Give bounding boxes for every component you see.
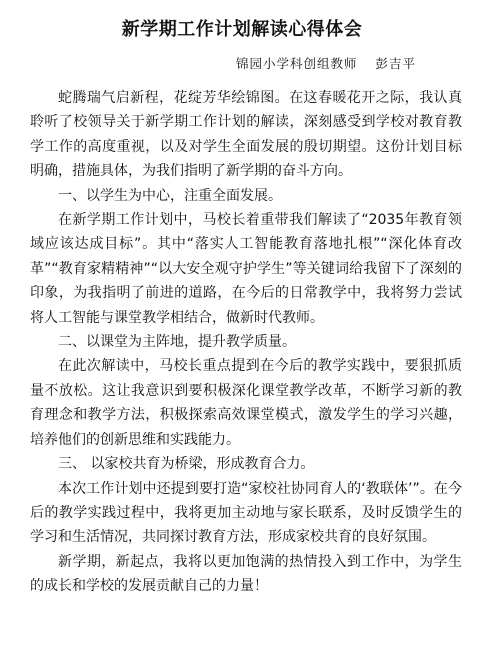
- author-unit: 锦园小学科创组教师: [236, 56, 358, 71]
- section-heading-1: 一、以学生为中心，注重全面发展。: [58, 187, 282, 204]
- closing-paragraph: 新学期，新起点，我将以更加饱满的热情投入到工作中，为学生的成长和学校的发展贡献自己的力量！: [30, 553, 462, 595]
- section-paragraph-3: 本次工作计划中还提到要打造“家校社协同育人的‘教联体’”。在今后的教学实践过程中，我将更加主动地与家长联系，及时反馈学生的学习和生活情况，共同探讨教育方法，形成家校共育的良好氛围。: [30, 480, 462, 546]
- section-paragraph-1: 在新学期工作计划中，马校长着重带我们解读了“2035年教育领域应该达成目标”。其中“落实人工智能教育落地扎根”“深化体育改革”“教育家精精神”“以大安全观守护学生”等关键词给我留下了深刻的印象，为我指明了前进的道路，在今后的日常教学中，我将努力尝试将人工智能与课堂教学相结合，做新时代教师。: [30, 212, 462, 326]
- author-name: 彭吉平: [375, 56, 417, 71]
- section-heading-3: 三、 以家校共育为桥梁，形成教育合力。: [58, 456, 315, 473]
- section-heading-2: 二、以课堂为主阵地，提升教学质量。: [58, 334, 296, 351]
- section-paragraph-2: 在此次解读中，马校长重点提到在今后的教学实践中，要狠抓质量不放松。这让我意识到要积极深化课堂教学改革，不断学习新的教育理念和教学方法，积极探索高效课堂模式，激发学生的学习兴趣，培养他们的创新思维和实践能力。: [30, 358, 462, 448]
- intro-paragraph: 蛇腾瑞气启新程，花绽芳华绘锦图。在这春暖花开之际，我认真聆听了校领导关于新学期工作计划的解读，深刻感受到学校对教育教学工作的高度重视，以及对学生全面发展的殷切期望。这份计划目标明确，措施具体，为我们指明了新学期的奋斗方向。: [30, 90, 462, 180]
- document-title: 新学期工作计划解读心得体会: [121, 19, 363, 40]
- document-body: [30, 86, 462, 599]
- author-byline: [236, 55, 416, 73]
